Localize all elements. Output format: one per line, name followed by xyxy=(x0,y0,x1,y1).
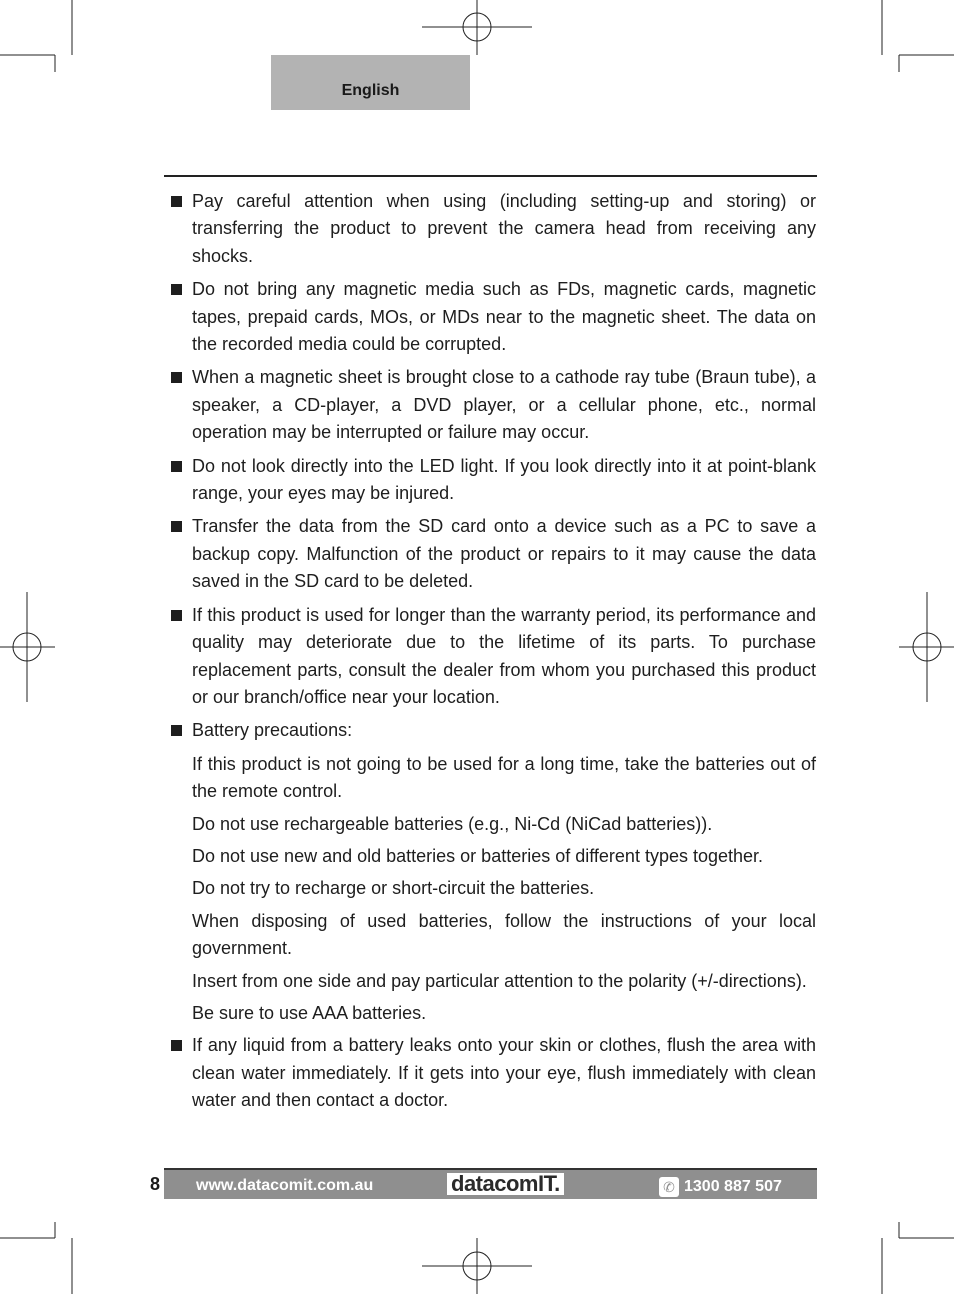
sub-item xyxy=(167,843,816,870)
sub-item xyxy=(167,908,816,963)
bullet-item xyxy=(167,602,816,712)
square-bullet-icon xyxy=(171,461,182,472)
sub-item xyxy=(167,968,816,995)
square-bullet-icon xyxy=(171,196,182,207)
item-text: When disposing of used batteries, follow the instructions of your local government. xyxy=(192,910,816,959)
item-text: Do not bring any magnetic media such as FDs, magnetic cards, magnetic tapes, prepaid cards, MOs, or MDs near to the magnetic sheet. The data on the recorded media could be corrupted. xyxy=(192,279,816,355)
square-bullet-icon xyxy=(171,372,182,383)
item-text: When a magnetic sheet is brought close to a cathode ray tube (Braun tube), a speaker, a CD-player, a DVD player, or a cellular phone, etc., normal operation may be interrupted or failure may occur. xyxy=(192,367,816,443)
registration-mark-right xyxy=(899,592,954,702)
page-number: 8 xyxy=(150,1174,161,1194)
square-bullet-icon xyxy=(171,725,182,736)
bullet-item xyxy=(167,364,816,446)
square-bullet-icon xyxy=(171,1040,182,1051)
registration-mark-top xyxy=(422,0,532,55)
bullet-item xyxy=(167,1032,816,1114)
phone-icon: ✆ xyxy=(659,1177,679,1197)
bullet-item xyxy=(167,717,816,744)
registration-mark-bottom xyxy=(422,1238,532,1294)
item-text: Do not look directly into the LED light. If you look directly into it at point-blank range, your eyes may be injured. xyxy=(192,455,816,504)
bullet-item xyxy=(167,276,816,358)
footer-bar xyxy=(164,1168,817,1199)
sub-item xyxy=(167,875,816,902)
registration-mark-left xyxy=(0,592,55,702)
item-text: Insert from one side and pay particular attention to the polarity (+/-directions). xyxy=(192,970,807,991)
footer-phone xyxy=(659,1177,782,1197)
square-bullet-icon xyxy=(171,610,182,621)
footer-url[interactable]: www.datacomit.com.au xyxy=(196,1177,374,1194)
language-tab: English xyxy=(271,55,470,110)
item-text: Pay careful attention when using (including setting-up and storing) or transferring the product to prevent the camera head from receiving any shocks. xyxy=(192,191,816,266)
item-text: Battery precautions: xyxy=(192,720,353,741)
item-text: Be sure to use AAA batteries. xyxy=(192,1002,427,1023)
item-text: Do not use rechargeable batteries (e.g., Ni-Cd (NiCad batteries)). xyxy=(192,813,713,834)
top-rule xyxy=(164,175,817,177)
bullet-item xyxy=(167,453,816,508)
sub-item xyxy=(167,811,816,838)
sub-item xyxy=(167,751,816,806)
item-text: If this product is used for longer than the warranty period, its performance and quality may deteriorate due to the lifetime of its parts. To purchase replacement parts, consult the dealer from whom you purchased this product or our branch/office near your location. xyxy=(192,604,816,707)
bullet-item xyxy=(167,188,816,270)
phone-number: 1300 887 507 xyxy=(684,1178,782,1195)
sub-item xyxy=(167,1000,816,1027)
item-text: Do not try to recharge or short-circuit the batteries. xyxy=(192,878,595,899)
item-text: If any liquid from a battery leaks onto your skin or clothes, flush the area with clean water immediately. If it gets into your eye, flush immediately with clean water and then contact a doctor. xyxy=(192,1035,816,1111)
brand-logo: datacomIT. xyxy=(447,1173,564,1195)
bullet-item xyxy=(167,513,816,595)
square-bullet-icon xyxy=(171,521,182,532)
precautions-list xyxy=(167,188,816,1121)
item-text: Do not use new and old batteries or batteries of different types together. xyxy=(192,845,764,866)
item-text: Transfer the data from the SD card onto a device such as a PC to save a backup copy. Malfunction of the product or repairs to it may cause the data saved in the SD card to be deleted. xyxy=(192,516,816,592)
square-bullet-icon xyxy=(171,284,182,295)
item-text: If this product is not going to be used for a long time, take the batteries out of the remote control. xyxy=(192,753,816,802)
